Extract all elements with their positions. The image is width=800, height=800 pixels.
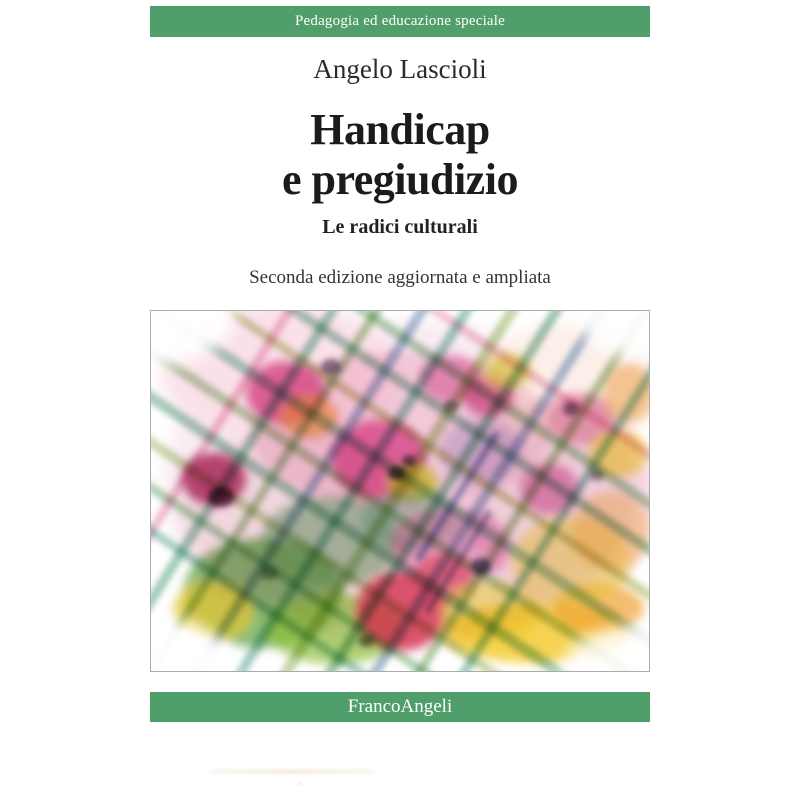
book-cover (150, 0, 650, 722)
author-name: Angelo Lascioli (313, 54, 487, 84)
book-title-line2: e pregiudizio (282, 155, 518, 204)
edition-note: Seconda edizione aggiornata e ampliata (249, 267, 551, 288)
watercolor-illustration (150, 310, 650, 672)
publisher-bar (150, 692, 650, 722)
faint-print-dot (298, 782, 303, 785)
series-banner-label: Pedagogia ed educazione speciale (294, 13, 506, 29)
book-subtitle: Le radici culturali (322, 216, 478, 238)
series-banner (150, 6, 650, 37)
watercolor-illustration-art (151, 311, 649, 671)
faint-print-artifact (210, 769, 375, 774)
book-title-line1: Handicap (310, 105, 490, 154)
publisher-logo-text: FrancoAngeli (347, 696, 453, 717)
book-title (150, 105, 650, 205)
